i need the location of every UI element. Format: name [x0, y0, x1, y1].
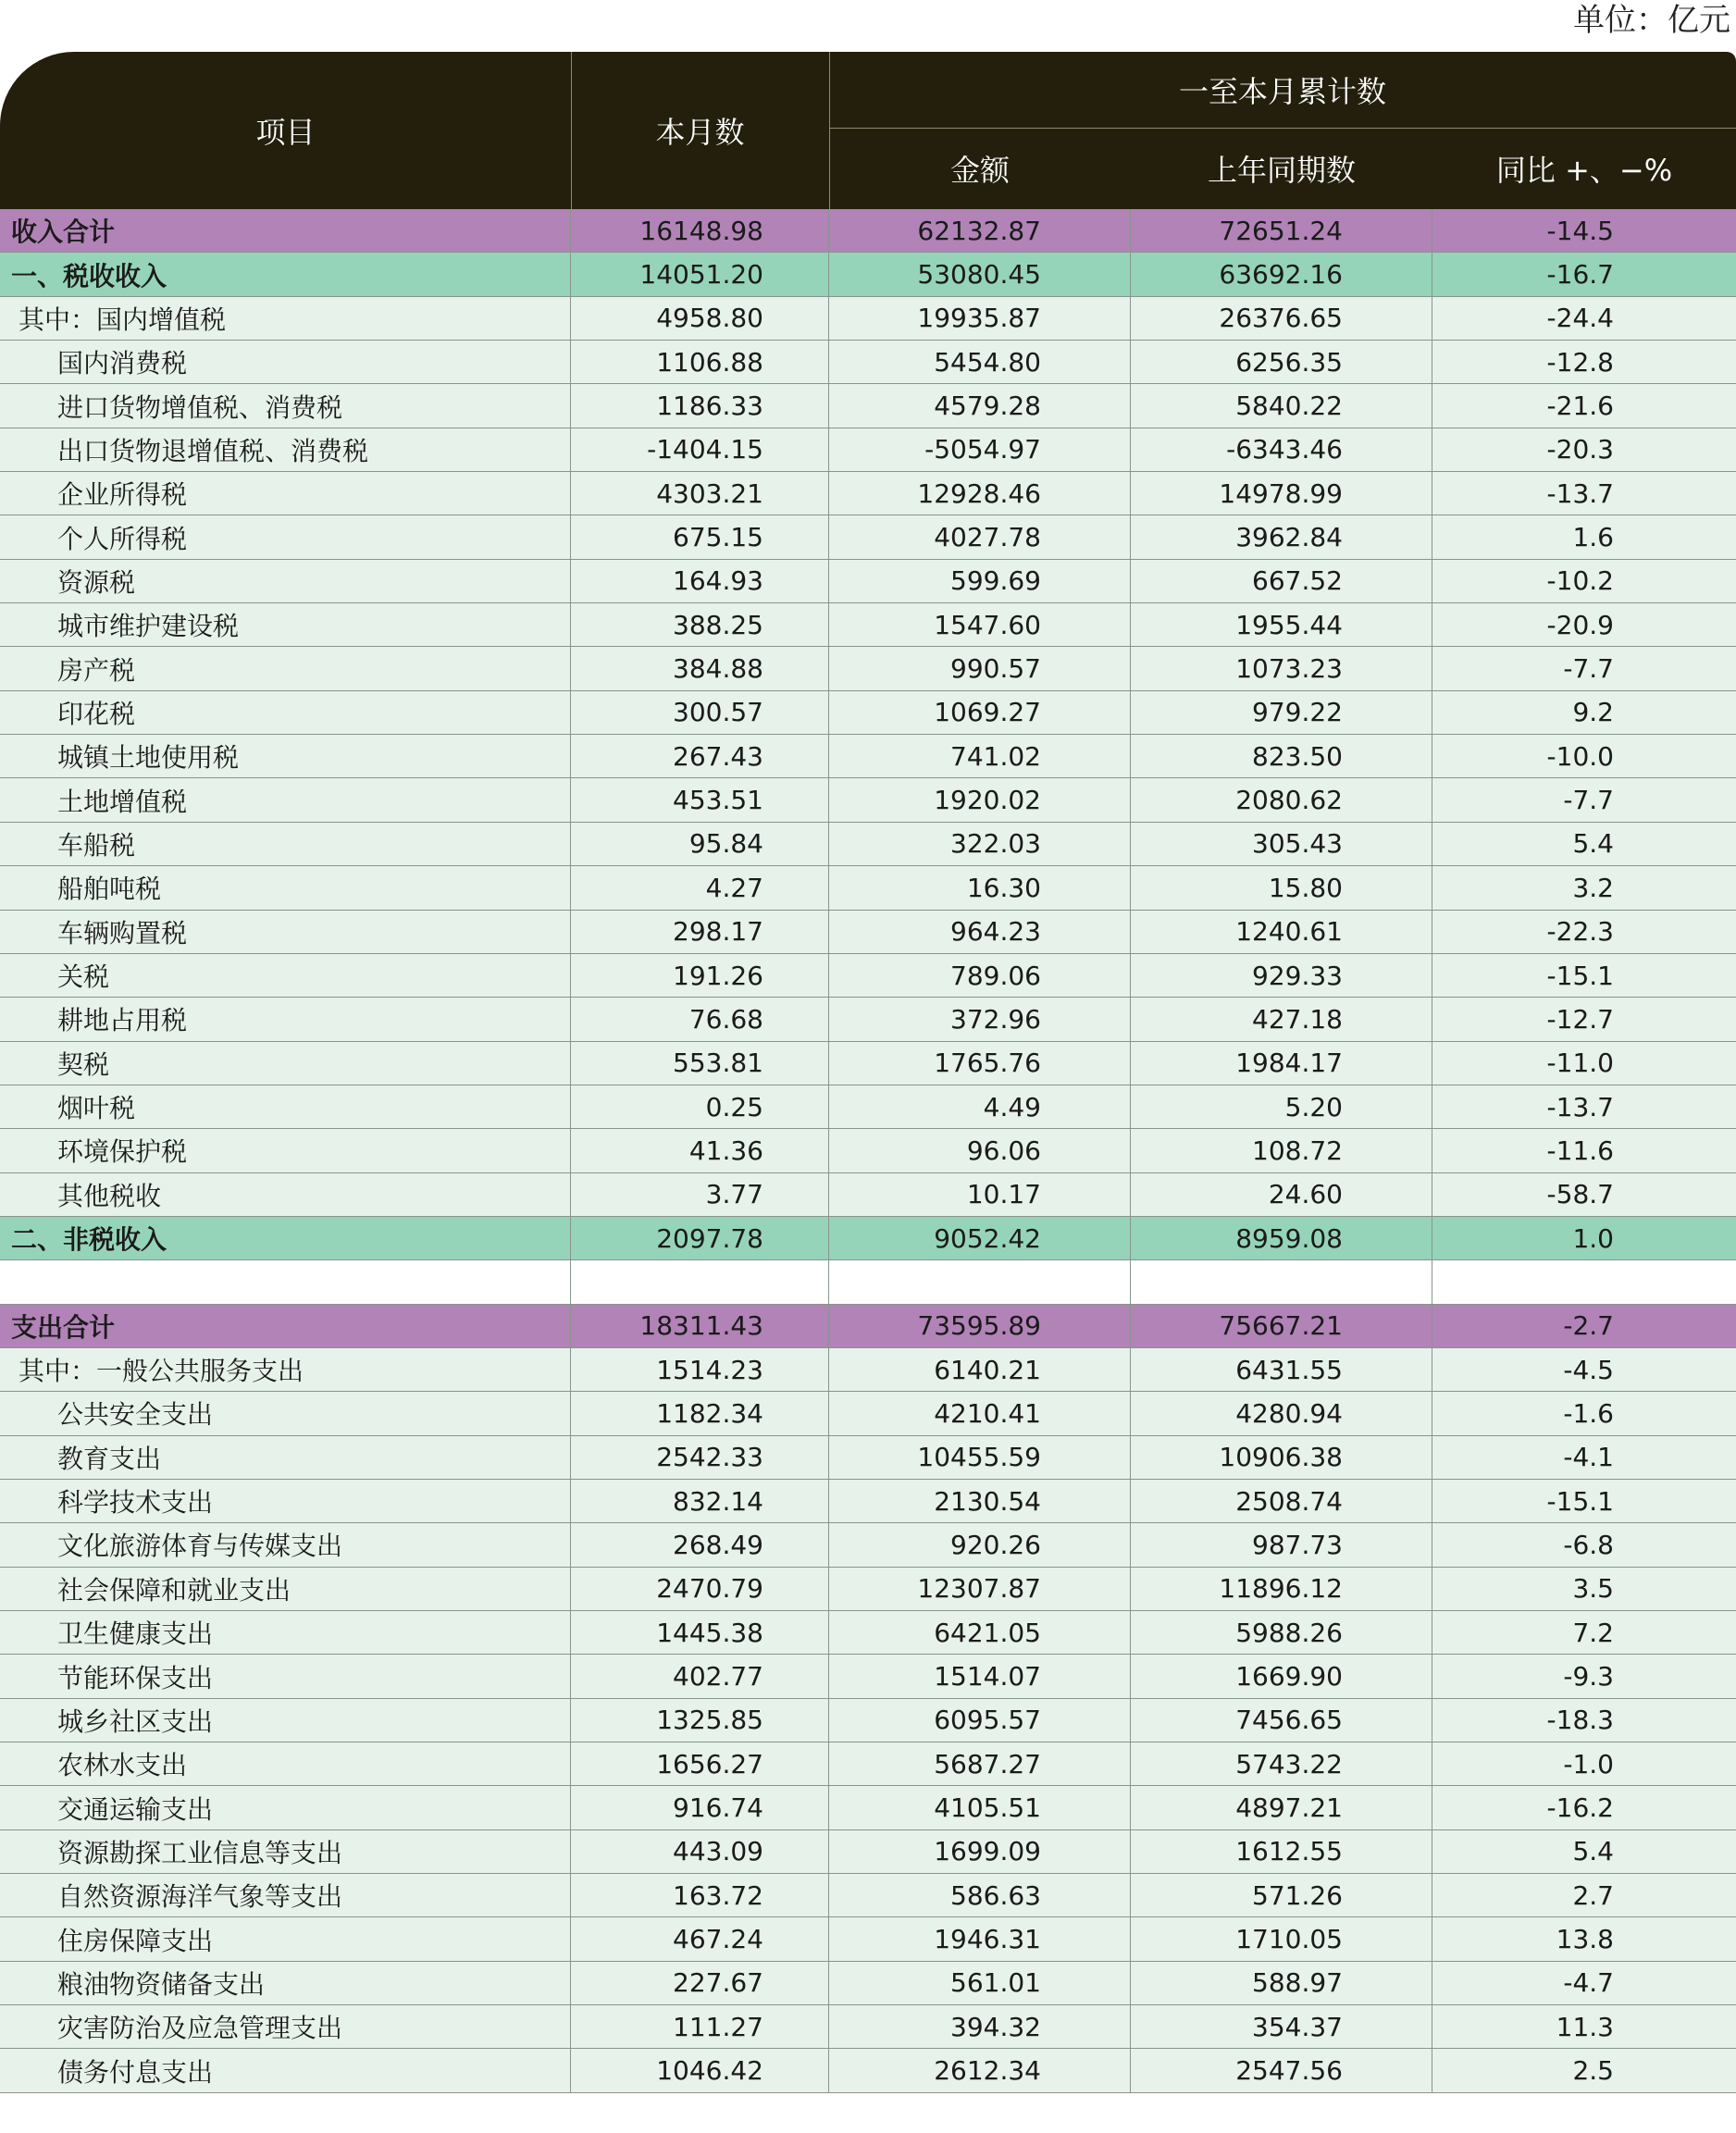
cell-current-month: 16148.98	[571, 209, 829, 252]
cell-amount: 4105.51	[829, 1786, 1131, 1829]
cell-prior-year: 5743.22	[1131, 1742, 1432, 1785]
cell-current-month: 18311.43	[571, 1305, 829, 1347]
table-row	[0, 1917, 1736, 1961]
fiscal-table	[0, 52, 1736, 2093]
cell-yoy: 11.3	[1556, 2011, 1614, 2042]
cell-prior-year: 929.33	[1131, 954, 1432, 997]
cell-yoy: -14.5	[1546, 215, 1614, 246]
row-label: 个人所得税	[0, 515, 571, 558]
row-label: 环境保护税	[0, 1129, 571, 1172]
unit-label: 单位：亿元	[1573, 2, 1730, 39]
table-row	[0, 954, 1736, 998]
row-label: 社会保障和就业支出	[0, 1568, 571, 1610]
row-label: 出口货物退增值税、消费税	[0, 428, 571, 471]
cell-amount: 96.06	[829, 1129, 1131, 1172]
cell-prior-year: 4897.21	[1131, 1786, 1432, 1829]
cell-amount: 12307.87	[829, 1568, 1131, 1610]
row-label: 船舶吨税	[0, 866, 571, 909]
cell-yoy: 3.2	[1572, 872, 1614, 903]
cell-amount: 1547.60	[829, 603, 1131, 646]
cell-yoy: -16.2	[1546, 1792, 1614, 1824]
cell-yoy: -24.4	[1546, 303, 1614, 334]
cell-amount: 6140.21	[829, 1348, 1131, 1391]
table-row	[0, 428, 1736, 472]
row-label: 车船税	[0, 823, 571, 865]
table-row	[0, 1436, 1736, 1480]
row-label: 印花税	[0, 691, 571, 734]
row-label: 自然资源海洋气象等支出	[0, 1874, 571, 1916]
table-row	[0, 1699, 1736, 1742]
row-label: 企业所得税	[0, 472, 571, 515]
cell-amount: 12928.46	[829, 472, 1131, 515]
cell-current-month: 384.88	[571, 647, 829, 689]
cell-prior-year	[1131, 1260, 1432, 1303]
cell-current-month: 300.57	[571, 691, 829, 734]
cell-prior-year: 24.60	[1131, 1173, 1432, 1216]
row-label: 节能环保支出	[0, 1655, 571, 1697]
row-label: 城市维护建设税	[0, 603, 571, 646]
table-row	[0, 1042, 1736, 1085]
cell-current-month: 4303.21	[571, 472, 829, 515]
cell-amount: 561.01	[829, 1962, 1131, 2004]
table-row	[0, 1568, 1736, 1611]
table-row	[0, 1830, 1736, 1874]
cell-prior-year: 8959.08	[1131, 1217, 1432, 1259]
cell-amount: 4210.41	[829, 1392, 1131, 1434]
cell-amount: 6095.57	[829, 1699, 1131, 1742]
row-label: 住房保障支出	[0, 1917, 571, 1960]
table-row	[0, 1480, 1736, 1523]
cell-amount: 741.02	[829, 735, 1131, 777]
cell-amount: 4579.28	[829, 384, 1131, 427]
row-label: 其中：国内增值税	[0, 297, 571, 340]
cell-prior-year: 1612.55	[1131, 1830, 1432, 1873]
cell-prior-year: 5.20	[1131, 1085, 1432, 1128]
table-row	[0, 1305, 1736, 1348]
cell-current-month: 443.09	[571, 1830, 829, 1873]
cell-prior-year: 4280.94	[1131, 1392, 1432, 1434]
cell-current-month: 1186.33	[571, 384, 829, 427]
cell-amount: 6421.05	[829, 1611, 1131, 1654]
header-yoy: 同比 +、−%	[1495, 153, 1673, 188]
table-row	[0, 911, 1736, 954]
cell-amount: 1514.07	[829, 1655, 1131, 1697]
cell-yoy: -18.3	[1546, 1705, 1614, 1736]
header-divider	[829, 128, 1736, 129]
cell-prior-year: 571.26	[1131, 1874, 1432, 1916]
cell-yoy: 3.5	[1572, 1573, 1614, 1605]
cell-prior-year: 72651.24	[1131, 209, 1432, 252]
table-row	[0, 1655, 1736, 1698]
row-label: 车辆购置税	[0, 911, 571, 953]
cell-current-month: 1445.38	[571, 1611, 829, 1654]
table-row	[0, 253, 1736, 296]
cell-current-month: 1656.27	[571, 1742, 829, 1785]
cell-current-month: 402.77	[571, 1655, 829, 1697]
cell-yoy: -1.6	[1563, 1397, 1614, 1429]
cell-amount: 4027.78	[829, 515, 1131, 558]
cell-prior-year: 14978.99	[1131, 472, 1432, 515]
cell-prior-year: 1710.05	[1131, 1917, 1432, 1960]
cell-yoy: 2.7	[1572, 1879, 1614, 1911]
cell-current-month: 453.51	[571, 778, 829, 821]
cell-amount: 789.06	[829, 954, 1131, 997]
cell-yoy: -1.0	[1563, 1748, 1614, 1780]
cell-current-month: 3.77	[571, 1173, 829, 1216]
table-row	[0, 1874, 1736, 1917]
cell-yoy: -11.0	[1546, 1048, 1614, 1079]
cell-amount: 10455.59	[829, 1436, 1131, 1479]
cell-prior-year: 1240.61	[1131, 911, 1432, 953]
cell-amount: 1699.09	[829, 1830, 1131, 1873]
cell-amount: 322.03	[829, 823, 1131, 865]
cell-amount: 964.23	[829, 911, 1131, 953]
row-label: 土地增值税	[0, 778, 571, 821]
row-label: 资源税	[0, 560, 571, 602]
header-prior-year: 上年同期数	[1207, 153, 1356, 188]
table-row	[0, 384, 1736, 428]
cell-current-month: 832.14	[571, 1480, 829, 1522]
cell-yoy: 1.6	[1572, 522, 1614, 553]
cell-prior-year: 6431.55	[1131, 1348, 1432, 1391]
table-row	[0, 2005, 1736, 2049]
table-row	[0, 515, 1736, 559]
row-label: 国内消费税	[0, 341, 571, 383]
cell-yoy: -15.1	[1546, 960, 1614, 991]
cell-current-month: 0.25	[571, 1085, 829, 1128]
table-row	[0, 472, 1736, 515]
table-row	[0, 1173, 1736, 1217]
cell-prior-year: 6256.35	[1131, 341, 1432, 383]
row-label: 灾害防治及应急管理支出	[0, 2005, 571, 2048]
table-row	[0, 778, 1736, 822]
row-label: 公共安全支出	[0, 1392, 571, 1434]
cell-amount: 2130.54	[829, 1480, 1131, 1522]
cell-current-month: 95.84	[571, 823, 829, 865]
table-row	[0, 1348, 1736, 1392]
cell-yoy: -12.8	[1546, 346, 1614, 378]
table-row	[0, 1217, 1736, 1260]
cell-yoy: -16.7	[1546, 259, 1614, 291]
cell-prior-year: 305.43	[1131, 823, 1432, 865]
cell-current-month: 553.81	[571, 1042, 829, 1085]
cell-current-month: 164.93	[571, 560, 829, 602]
row-label: 教育支出	[0, 1436, 571, 1479]
cell-current-month: 41.36	[571, 1129, 829, 1172]
cell-prior-year: 10906.38	[1131, 1436, 1432, 1479]
cell-prior-year: 11896.12	[1131, 1568, 1432, 1610]
cell-yoy: 9.2	[1572, 697, 1614, 728]
cell-amount: -5054.97	[829, 428, 1131, 471]
row-label: 债务付息支出	[0, 2049, 571, 2091]
cell-prior-year: 7456.65	[1131, 1699, 1432, 1742]
cell-current-month: 267.43	[571, 735, 829, 777]
cell-prior-year: 75667.21	[1131, 1305, 1432, 1347]
cell-prior-year: 354.37	[1131, 2005, 1432, 2048]
cell-current-month: 4.27	[571, 866, 829, 909]
cell-amount: 920.26	[829, 1523, 1131, 1566]
cell-prior-year: 108.72	[1131, 1129, 1432, 1172]
cell-yoy: -4.1	[1563, 1442, 1614, 1473]
cell-current-month: 1325.85	[571, 1699, 829, 1742]
cell-yoy: -7.7	[1563, 785, 1614, 816]
cell-yoy: -22.3	[1546, 916, 1614, 948]
cell-yoy: -9.3	[1563, 1661, 1614, 1693]
cell-prior-year: 3962.84	[1131, 515, 1432, 558]
cell-amount: 9052.42	[829, 1217, 1131, 1259]
cell-amount: 5454.80	[829, 341, 1131, 383]
cell-current-month: 1182.34	[571, 1392, 829, 1434]
header-amount: 金额	[949, 153, 1010, 188]
table-row	[0, 998, 1736, 1041]
cell-yoy: -15.1	[1546, 1485, 1614, 1517]
cell-current-month: 1514.23	[571, 1348, 829, 1391]
cell-amount: 1946.31	[829, 1917, 1131, 1960]
table-row	[0, 1786, 1736, 1829]
cell-amount: 53080.45	[829, 253, 1131, 295]
cell-current-month: 298.17	[571, 911, 829, 953]
row-label: 其中：一般公共服务支出	[0, 1348, 571, 1391]
cell-prior-year: 1955.44	[1131, 603, 1432, 646]
cell-amount: 372.96	[829, 998, 1131, 1040]
cell-yoy: 13.8	[1556, 1924, 1614, 1955]
cell-current-month: 76.68	[571, 998, 829, 1040]
cell-yoy: -4.7	[1563, 1967, 1614, 1999]
table-row	[0, 691, 1736, 735]
row-label: 契税	[0, 1042, 571, 1085]
table-row	[0, 647, 1736, 690]
cell-amount: 73595.89	[829, 1305, 1131, 1347]
header-cumulative-group: 一至本月累计数	[1178, 74, 1386, 109]
cell-prior-year: 63692.16	[1131, 253, 1432, 295]
cell-prior-year: 1669.90	[1131, 1655, 1432, 1697]
table-body	[0, 209, 1736, 2093]
cell-yoy: -2.7	[1563, 1310, 1614, 1342]
row-label: 粮油物资储备支出	[0, 1962, 571, 2004]
cell-amount: 1765.76	[829, 1042, 1131, 1085]
table-row	[0, 1129, 1736, 1172]
row-label: 进口货物增值税、消费税	[0, 384, 571, 427]
table-header	[0, 52, 1736, 209]
row-label: 关税	[0, 954, 571, 997]
row-label: 城镇土地使用税	[0, 735, 571, 777]
cell-amount: 62132.87	[829, 209, 1131, 252]
cell-prior-year: 5840.22	[1131, 384, 1432, 427]
table-row	[0, 603, 1736, 647]
cell-current-month: 916.74	[571, 1786, 829, 1829]
cell-yoy: -20.3	[1546, 434, 1614, 465]
cell-prior-year: 1984.17	[1131, 1042, 1432, 1085]
cell-amount: 599.69	[829, 560, 1131, 602]
table-row	[0, 1611, 1736, 1655]
cell-current-month: 111.27	[571, 2005, 829, 2048]
row-label: 耕地占用税	[0, 998, 571, 1040]
cell-yoy: 5.4	[1572, 828, 1614, 860]
cell-amount: 394.32	[829, 2005, 1131, 2048]
cell-amount: 2612.34	[829, 2049, 1131, 2091]
cell-prior-year: 987.73	[1131, 1523, 1432, 1566]
cell-amount: 10.17	[829, 1173, 1131, 1216]
cell-prior-year: 588.97	[1131, 1962, 1432, 2004]
cell-current-month: 268.49	[571, 1523, 829, 1566]
cell-current-month: -1404.15	[571, 428, 829, 471]
table-row	[0, 341, 1736, 384]
cell-yoy: -10.2	[1546, 565, 1614, 597]
header-divider	[829, 52, 830, 209]
cell-yoy: -6.8	[1563, 1529, 1614, 1560]
cell-yoy: 7.2	[1572, 1617, 1614, 1648]
cell-yoy: -58.7	[1546, 1179, 1614, 1210]
row-label: 城乡社区支出	[0, 1699, 571, 1742]
table-row	[0, 2049, 1736, 2092]
cell-yoy: -20.9	[1546, 609, 1614, 640]
cell-yoy: -10.0	[1546, 740, 1614, 772]
cell-amount: 1069.27	[829, 691, 1131, 734]
header-current-month: 本月数	[655, 115, 745, 150]
cell-amount: 1920.02	[829, 778, 1131, 821]
cell-prior-year: 823.50	[1131, 735, 1432, 777]
table-row	[0, 735, 1736, 778]
cell-current-month: 2542.33	[571, 1436, 829, 1479]
row-label: 科学技术支出	[0, 1480, 571, 1522]
row-label: 二、非税收入	[0, 1217, 571, 1259]
cell-current-month: 2097.78	[571, 1217, 829, 1259]
cell-current-month: 467.24	[571, 1917, 829, 1960]
cell-amount: 16.30	[829, 866, 1131, 909]
table-row	[0, 1962, 1736, 2005]
cell-amount: 4.49	[829, 1085, 1131, 1128]
cell-current-month: 14051.20	[571, 253, 829, 295]
cell-current-month: 1106.88	[571, 341, 829, 383]
cell-prior-year: 427.18	[1131, 998, 1432, 1040]
cell-yoy: 2.5	[1572, 2055, 1614, 2087]
cell-prior-year: 2080.62	[1131, 778, 1432, 821]
header-item: 项目	[255, 115, 316, 150]
cell-current-month	[571, 1260, 829, 1303]
cell-yoy: -13.7	[1546, 1091, 1614, 1122]
cell-prior-year: 15.80	[1131, 866, 1432, 909]
cell-yoy: -13.7	[1546, 477, 1614, 509]
cell-current-month: 2470.79	[571, 1568, 829, 1610]
row-label: 其他税收	[0, 1173, 571, 1216]
row-label: 资源勘探工业信息等支出	[0, 1830, 571, 1873]
cell-amount: 990.57	[829, 647, 1131, 689]
table-row	[0, 1260, 1736, 1304]
table-row	[0, 1392, 1736, 1435]
table-row	[0, 560, 1736, 603]
row-label: 一、税收收入	[0, 253, 571, 295]
cell-amount: 586.63	[829, 1874, 1131, 1916]
cell-prior-year: 2508.74	[1131, 1480, 1432, 1522]
cell-yoy	[1432, 1260, 1736, 1303]
cell-current-month: 227.67	[571, 1962, 829, 2004]
cell-current-month: 388.25	[571, 603, 829, 646]
cell-yoy: -12.7	[1546, 1003, 1614, 1035]
row-label: 文化旅游体育与传媒支出	[0, 1523, 571, 1566]
cell-amount: 5687.27	[829, 1742, 1131, 1785]
cell-current-month: 163.72	[571, 1874, 829, 1916]
row-label: 卫生健康支出	[0, 1611, 571, 1654]
cell-yoy: -21.6	[1546, 391, 1614, 422]
cell-prior-year: 667.52	[1131, 560, 1432, 602]
cell-prior-year: -6343.46	[1131, 428, 1432, 471]
row-label: 收入合计	[0, 209, 571, 252]
row-label	[0, 1260, 571, 1303]
table-row	[0, 1742, 1736, 1786]
row-label: 房产税	[0, 647, 571, 689]
cell-amount: 19935.87	[829, 297, 1131, 340]
cell-prior-year: 5988.26	[1131, 1611, 1432, 1654]
table-row	[0, 1085, 1736, 1129]
cell-current-month: 191.26	[571, 954, 829, 997]
row-label: 农林水支出	[0, 1742, 571, 1785]
cell-yoy: -7.7	[1563, 653, 1614, 685]
cell-prior-year: 979.22	[1131, 691, 1432, 734]
cell-yoy: 5.4	[1572, 1836, 1614, 1867]
row-label: 交通运输支出	[0, 1786, 571, 1829]
row-label: 支出合计	[0, 1305, 571, 1347]
table-row	[0, 1523, 1736, 1567]
table-row	[0, 297, 1736, 341]
table-row	[0, 866, 1736, 910]
table-row	[0, 209, 1736, 253]
header-divider	[571, 52, 572, 209]
table-row	[0, 823, 1736, 866]
cell-yoy: -11.6	[1546, 1135, 1614, 1166]
cell-amount	[829, 1260, 1131, 1303]
cell-yoy: 1.0	[1572, 1222, 1614, 1254]
cell-current-month: 4958.80	[571, 297, 829, 340]
cell-prior-year: 1073.23	[1131, 647, 1432, 689]
cell-prior-year: 2547.56	[1131, 2049, 1432, 2091]
cell-prior-year: 26376.65	[1131, 297, 1432, 340]
cell-current-month: 675.15	[571, 515, 829, 558]
cell-current-month: 1046.42	[571, 2049, 829, 2091]
row-label: 烟叶税	[0, 1085, 571, 1128]
cell-yoy: -4.5	[1563, 1354, 1614, 1385]
